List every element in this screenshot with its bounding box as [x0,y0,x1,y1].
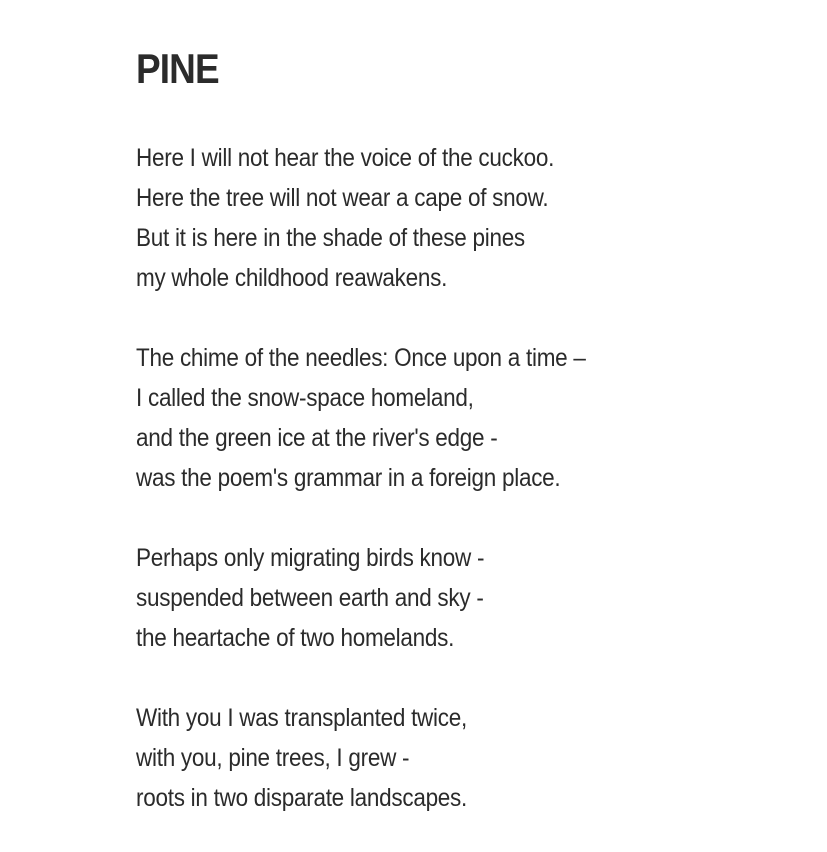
poem-line: Here I will not hear the voice of the cuckoo. [136,144,555,172]
poem-line: my whole childhood reawakens. [136,264,448,292]
poem-line: the heartache of two homelands. [136,624,455,652]
stanza-2 [136,338,786,498]
poem-line: But it is here in the shade of these pines [136,224,525,252]
poem-line: Perhaps only migrating birds know - [136,544,485,572]
poem-line: I called the snow-space homeland, [136,384,474,412]
poem-line: roots in two disparate landscapes. [136,784,468,812]
poem-line: and the green ice at the river's edge - [136,424,498,452]
stanza-3 [136,538,786,658]
poem-title: PINE [136,45,219,92]
poem-line: With you I was transplanted twice, [136,704,467,732]
stanza-1 [136,138,786,298]
poem-line: was the poem's grammar in a foreign place. [136,464,561,492]
poem-line: with you, pine trees, I grew - [136,744,410,772]
poem-line: Here the tree will not wear a cape of snow. [136,184,549,212]
poem-line: suspended between earth and sky - [136,584,484,612]
poem [136,40,786,818]
poem-line: The chime of the needles: Once upon a time – [136,344,586,372]
poem-body [136,138,786,818]
stanza-4 [136,698,786,818]
